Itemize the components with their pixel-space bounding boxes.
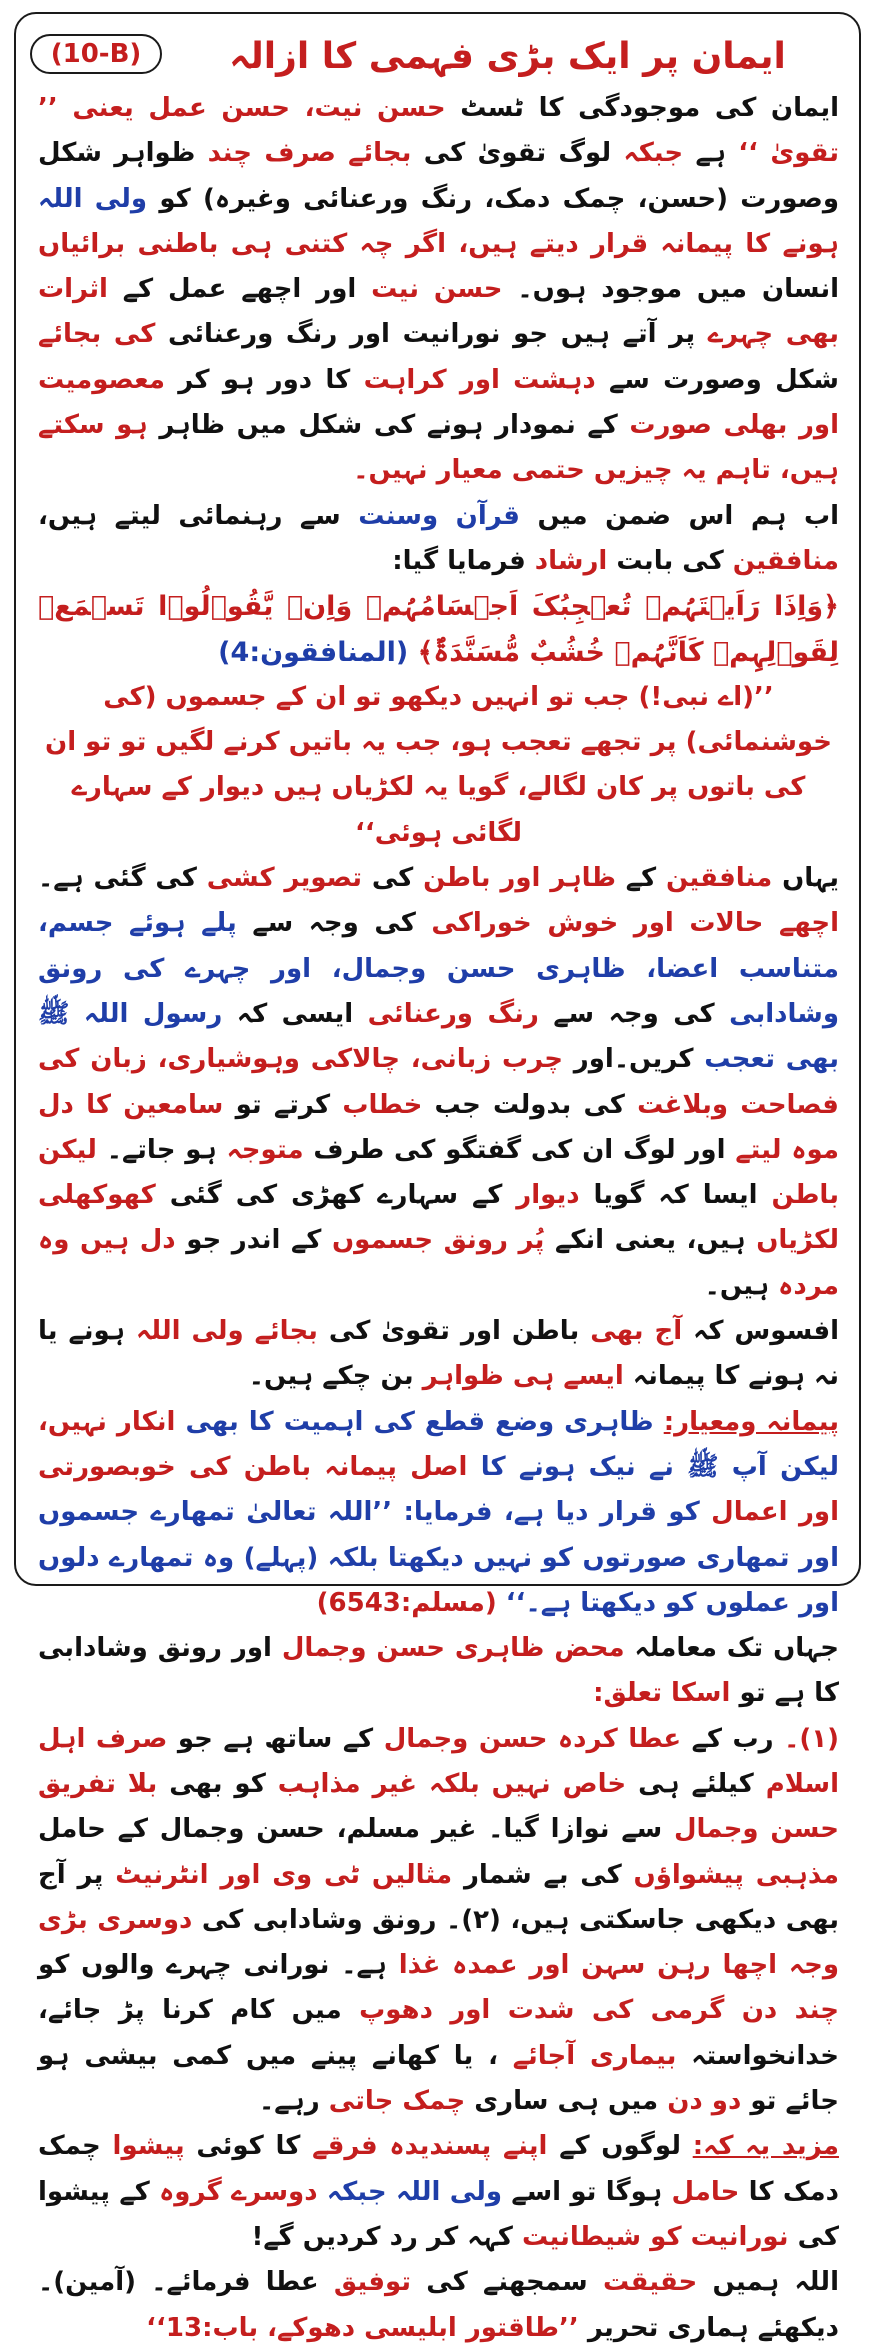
highlight-red: سامعین کا دل موہ لیتے: [38, 1089, 839, 1165]
paragraph-relation: [38, 1626, 839, 1717]
highlight-red: نورانیت کو شیطانیت: [521, 2221, 789, 2252]
text-span: پر آج بھی دیکھی جاسکتی ہیں، (۲)۔: [38, 1859, 839, 1935]
text-span: اور اچھے عمل کے: [122, 274, 357, 305]
text-span: ہونے یا نہ ہونے کا پیمانہ: [38, 1316, 839, 1392]
verse-reference: (المنافقون:4): [218, 636, 409, 668]
section-heading: پیمانہ ومعیار:: [663, 1406, 839, 1437]
text-span: ہیں، یعنی انکے: [555, 1225, 746, 1256]
verse-translation: [38, 675, 839, 856]
highlight-red: ایسے ہی ظواہر: [422, 1361, 624, 1392]
paragraph-points: [38, 1717, 839, 2125]
text-span: کا دور ہو کر: [178, 364, 351, 395]
highlight-red: اثرات بھی چہرے: [38, 274, 839, 350]
text-span: کی وجہ سے: [252, 908, 416, 939]
text-span: افسوس کہ: [693, 1316, 839, 1347]
highlight-red: ارشاد: [534, 545, 608, 576]
text-span: کیلئے ہی: [638, 1768, 754, 1799]
text-span: ہے۔ نورانی چہرے والوں کو: [38, 1950, 387, 1981]
highlight-blue: لیکن آپ ﷺ: [687, 1451, 839, 1482]
highlight-red: آج بھی: [590, 1316, 683, 1347]
highlight-red: دہشت اور کراہت: [363, 364, 596, 395]
paragraph-closing: [38, 2260, 839, 2351]
text-span: کے: [625, 863, 657, 894]
quran-verse: [38, 584, 839, 675]
text-span: ، یا کھانے پینے میں کمی بیشی ہو جائے تو: [38, 2040, 839, 2117]
highlight-blue: ولی اللہ: [395, 2176, 503, 2207]
highlight-blue: ظاہری وضع قطع: [424, 1406, 654, 1437]
translation-line: ’’(اے نبی!) جب تو انہیں دیکھو تو ان کے جسموں (کی خوشنمائی) پر تجھے تعجب ہو، جب یہ باتیں: [103, 681, 832, 758]
highlight-red: توفیق: [333, 2267, 412, 2298]
text-span: میں ہی ساری: [474, 2086, 659, 2117]
highlight-red: حامل: [671, 2176, 740, 2207]
highlight-blue: کی اہمیت کا بھی: [185, 1406, 415, 1437]
highlight-blue: قرآن وسنت: [358, 500, 520, 531]
text-span: کی بدولت جب: [434, 1089, 625, 1120]
highlight-red: معصومیت اور بھلی صورت: [38, 364, 839, 441]
page-number-badge: (10-B): [30, 34, 162, 74]
highlight-blue: رسول اللہ ﷺ بھی تعجب: [38, 998, 839, 1075]
highlight-blue: پلے ہوئے جسم، متناسب اعضا، ظاہری حسن وجمال، اور چہرے کی رونق وشادابی: [38, 908, 839, 1029]
highlight-red: زبان کی فصاحت وبلاغت: [38, 1044, 839, 1120]
highlight-red: اسکا تعلق:: [593, 1678, 731, 1709]
text-span: اور لوگ ان کی گفتگو کی طرف: [313, 1134, 726, 1165]
highlight-red: چرب زبانی، چالاکی وہوشیاری،: [157, 1044, 564, 1075]
text-span: ہے: [695, 138, 726, 169]
text-span: اب ہم اس ضمن میں: [537, 500, 839, 531]
highlight-red: اصل پیمانہ باطن کی خوبصورتی اور اعمال: [38, 1451, 840, 1528]
highlight-red: خطاب: [342, 1089, 423, 1120]
highlight-red: مثالیں ٹی وی اور انٹرنیٹ: [115, 1859, 453, 1890]
paragraph-explanation: [38, 856, 839, 1309]
text-span: ایسی کہ: [236, 998, 354, 1029]
verse-line: ﴿وَاِذَا رَاَیۡتَہُمۡ تُعۡجِبُکَ اَجۡسَامُہُمۡ وَاِنۡ یَّقُوۡلُوۡا تَسۡمَعۡ لِقَوۡلِہِمۡ کَاَنَّہُمۡ: [38, 591, 839, 668]
text-span: کی بابت: [616, 545, 724, 576]
highlight-red: دو دن: [667, 2086, 742, 2117]
highlight-red: محض: [554, 1633, 625, 1664]
text-span: کہہ کر رد کردیں گے!: [251, 2221, 513, 2252]
highlight-red: منافقین: [732, 545, 839, 576]
highlight-red: دیوار: [516, 1180, 580, 1211]
highlight-blue: ولی اللہ: [38, 183, 148, 214]
text-span: کرتے تو: [235, 1089, 331, 1120]
paragraph-quran-intro: [38, 494, 839, 585]
highlight-red: بیماری آجائے: [512, 2040, 677, 2071]
highlight-red: کی بجائے: [38, 319, 156, 350]
page-title: ایمان پر ایک بڑی فہمی کا ازالہ: [229, 36, 786, 77]
text-span: رہے۔: [259, 2086, 320, 2117]
paragraph-intro: [38, 86, 839, 494]
highlight-red: پیشوا: [112, 2131, 185, 2162]
text-span: سے نوازا گیا۔ غیر مسلم، حسن وجمال کے حامل: [38, 1814, 663, 1845]
document-page: [14, 12, 861, 2343]
text-span: چمک دمک کا: [38, 2131, 839, 2207]
highlight-red: اچھا رہن سہن اور عمدہ غذا: [398, 1950, 778, 1981]
text-span: ایسا کہ گویا: [593, 1180, 758, 1211]
verse-line: خُشُبٌ مُّسَنَّدَۃٌ﴾: [417, 636, 605, 668]
text-span: کو بھی: [169, 1768, 266, 1799]
highlight-blue: جبکہ: [326, 2176, 387, 2207]
text-span: کی بے شمار: [463, 1859, 622, 1890]
highlight-red: اپنے پسندیدہ فرقے: [312, 2131, 548, 2162]
highlight-red: بلا تفریق حسن وجمال: [38, 1768, 839, 1845]
text-span: جہاں تک معاملہ: [634, 1633, 839, 1664]
text-span: ہیں۔: [704, 1270, 770, 1301]
text-span: سے رہنمائی لیتے ہیں،: [38, 500, 341, 531]
highlight-red: لیکن باطن: [38, 1134, 839, 1211]
text-span: انسان میں موجود ہوں۔: [517, 274, 839, 305]
text-span: عطا فرمائے۔ (آمین)۔ دیکھئے ہماری تحریر: [38, 2267, 839, 2343]
highlight-red: اچھے حالات اور خوش خوراکی: [431, 908, 840, 939]
highlight-red: منافقین: [665, 863, 773, 894]
text-span: کریں۔اور: [573, 1044, 694, 1075]
hadith-quote: ’’اللہ تعالیٰ تمھارے جسموں اور تمھاری صورتوں کو نہیں دیکھتا بلکہ (پہلے) وہ تمھارے دلوں اور عملوں کو دیکھتا ہے۔‘‘: [38, 1497, 839, 1618]
text-span: کی گئی ہے۔: [38, 863, 197, 894]
highlight-red: انکار نہیں،: [38, 1406, 176, 1437]
highlight-red: تصویر کشی: [206, 863, 363, 894]
text-span: رونق وشادابی کی: [201, 1904, 437, 1935]
text-span: سمجھنے کی: [426, 2267, 588, 2298]
highlight-red: ہو سکتے ہیں، تاہم یہ چیزیں حتمی معیار نہیں۔: [38, 410, 839, 486]
highlight-red: متوجہ: [226, 1134, 304, 1165]
highlight-red: حسن نیت، حسن عمل یعنی ’’ تقویٰ ‘‘: [38, 93, 839, 169]
highlight-red: دوسرے گروہ: [159, 2176, 318, 2207]
highlight-red: جبکہ: [623, 138, 684, 169]
text-span: رب کے: [691, 1723, 774, 1754]
text-span: ایمان کی موجودگی کا ٹسٹ: [460, 93, 839, 123]
highlight-red: دوسری بڑی وجہ: [38, 1904, 840, 1981]
text-span: لوگوں کے: [559, 2131, 681, 2162]
paragraph-furthermore: [38, 2124, 839, 2260]
highlight-red: عطا کردہ حسن وجمال: [383, 1723, 682, 1754]
text-span: کے ساتھ ہے جو: [177, 1723, 374, 1754]
highlight-red: پُر رونق جسموں: [331, 1225, 545, 1256]
text-span: ہو جاتے۔: [106, 1134, 217, 1165]
highlight-red: ’’طاقتور ابلیسی دھوکے، باب:13‘‘: [146, 2312, 579, 2343]
highlight-red: دل ہیں وہ مردہ: [38, 1225, 839, 1301]
translation-line: کرنے لگیں تو تو ان کی باتوں پر کان لگالے، گویا یہ لکڑیاں ہیں دیوار کے سہارے لگائی ہوئی‘‘: [45, 727, 806, 848]
text-span: بن چکے ہیں۔: [248, 1361, 414, 1392]
highlight-blue: کو قرار دیا ہے، فرمایا:: [403, 1497, 700, 1528]
highlight-red: ہونے کا پیمانہ قرار دیتے ہیں،: [458, 228, 839, 259]
highlight-red: اگر چہ کتنی ہی: [230, 228, 447, 259]
text-span: باطن اور تقویٰ کی: [328, 1316, 580, 1347]
highlight-red: چمک جاتی: [328, 2086, 466, 2117]
text-span: کی: [371, 863, 414, 894]
text-span: شکل وصورت سے: [609, 364, 840, 395]
text-span: میں کام کرنا پڑ جائے، خدانخواستہ: [38, 1995, 839, 2071]
highlight-red: (۱)۔: [784, 1723, 839, 1754]
highlight-red: مذہبی پیشواؤں: [633, 1859, 839, 1890]
highlight-red: رنگ ورعنائی: [367, 998, 539, 1029]
paragraph-lament: [38, 1309, 839, 1400]
text-span: پر آتے ہیں جو نورانیت اور رنگ ورعنائی: [167, 319, 696, 350]
text-span: ہوگا تو اسے: [511, 2176, 663, 2207]
paragraph-criteria: [38, 1400, 839, 1626]
text-span: کے نمودار ہونے کی شکل میں ظاہر: [159, 410, 618, 441]
section-heading: مزید یہ کہ:: [692, 2131, 839, 2162]
article-body: [38, 86, 839, 2351]
highlight-red: بجائے ولی اللہ: [136, 1316, 318, 1347]
highlight-red: خاص نہیں بلکہ غیر مذاہب: [277, 1768, 627, 1799]
text-span: ظواہر شکل وصورت (حسن، چمک دمک، رنگ ورعنائی وغیرہ) کو: [38, 138, 839, 214]
text-span: کا کوئی: [196, 2131, 301, 2162]
text-span: اور رونق وشادابی کا ہے تو: [38, 1633, 839, 1709]
text-span: فرمایا گیا:: [392, 545, 526, 576]
highlight-blue: نے نیک ہونے کا: [480, 1451, 674, 1482]
highlight-red: حسن نیت: [371, 274, 503, 305]
highlight-red: باطنی برائیاں: [38, 228, 219, 259]
highlight-red: صرف اہل اسلام: [38, 1723, 839, 1799]
text-span: یہاں: [782, 863, 840, 894]
text-span: اللہ ہمیں: [712, 2267, 839, 2298]
text-span: کے پیشوا کی: [38, 2176, 839, 2252]
highlight-red: حقیقت: [602, 2267, 698, 2298]
text-span: لوگ تقویٰ کی: [423, 138, 612, 169]
highlight-red: بجائے صرف چند: [207, 138, 412, 169]
text-span: کے اندر جو: [186, 1225, 322, 1256]
highlight-red: کھوکھلی لکڑیاں: [38, 1180, 839, 1256]
highlight-red: چند دن گرمی کی شدت اور دھوپ: [359, 1995, 839, 2026]
text-span: کی وجہ سے: [553, 998, 715, 1029]
text-span: کے سہارے کھڑی کی گئی: [169, 1180, 503, 1211]
highlight-red: ظاہری حسن وجمال: [281, 1633, 545, 1664]
hadith-reference: (مسلم:6543): [316, 1587, 497, 1618]
highlight-red: ظاہر اور باطن: [423, 863, 616, 894]
